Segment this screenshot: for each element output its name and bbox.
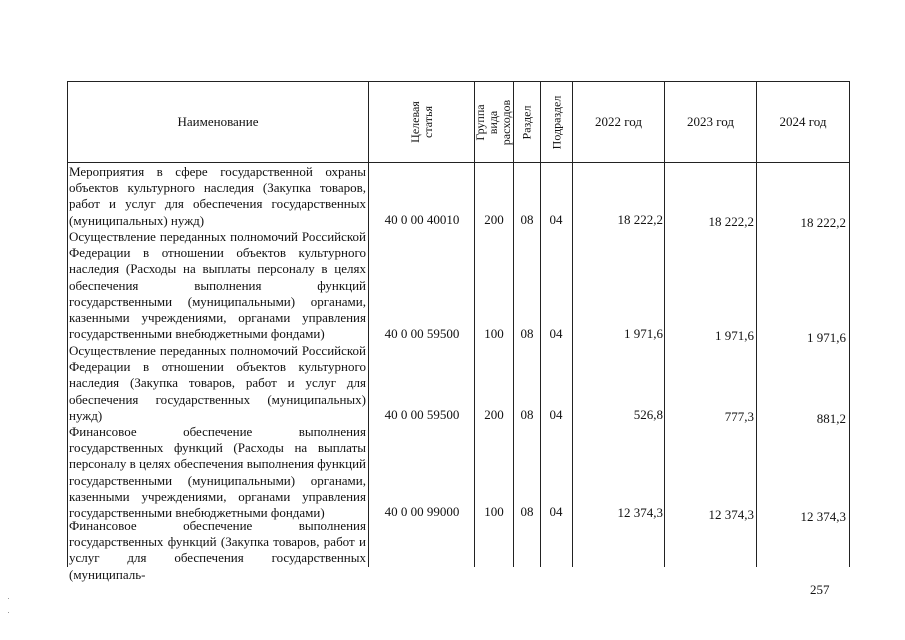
row-expense-group: 100 [484,326,504,341]
row-subsection: 04 [549,326,563,341]
header-target-article [369,82,474,162]
row-value-2023: 18 222,2 [708,214,754,229]
scan-speck [8,598,9,599]
col-border [849,81,850,567]
header-bottom-border [67,162,850,163]
row-name: Осуществление переданных полномочий Российской Федерации в отношении объектов культурного наследия (Закупка товаров, работ и услуг для обеспечения государственных (муниципальных) нужд) [69,343,366,423]
row-name: Осуществление переданных полномочий Российской Федерации в отношении объектов культурного наследия (Расходы на выплаты персоналу в целях обеспечения выполнения функций государственными (муниципальными) органами, казенными учреждениями, органами управления государственными внебюджетными фондами) [69,229,366,342]
header-expense-group-label: Группа вида расходов [473,99,514,145]
row-section: 08 [520,326,534,341]
header-year-2024: 2024 год [779,114,827,129]
row-subsection: 04 [549,407,563,422]
row-value-2024: 1 971,6 [807,330,846,345]
header-target-article-label: Целевая статья [407,101,435,143]
row-value-2022: 1 971,6 [624,326,663,341]
row-value-2022: 12 374,3 [617,505,663,520]
header-subsection-label: Подраздел [549,95,564,149]
row-value-2024: 18 222,2 [800,215,846,230]
row-value-2023: 777,3 [724,409,754,424]
header-subsection [541,82,572,162]
row-name: Финансовое обеспечение выполнения государственных функций (Расходы на выплаты персоналу в целях обеспечения выполнения функций государственными (муниципальными) органами, казенными учреждениями, органами управления государственными внебюджетными фондами) [69,424,366,521]
row-expense-group: 200 [484,407,504,422]
row-name: Мероприятия в сфере государственной охраны объектов культурного наследия (Закупка товаров, работ и услуг для обеспечения государственных (муниципальных) нужд) [69,164,366,228]
row-expense-group: 100 [484,504,504,519]
row-value-2023: 12 374,3 [708,507,754,522]
row-subsection: 04 [549,212,563,227]
row-target-article: 40 0 00 59500 [384,407,460,422]
row-target-article: 40 0 00 59500 [384,326,460,341]
row-name: Финансовое обеспечение выполнения государственных функций (Закупка товаров, работ и услуг для обеспечения государственных (муниципаль- [69,518,366,582]
row-value-2022: 18 222,2 [617,212,663,227]
header-section [514,82,540,162]
header-section-label: Раздел [519,105,534,139]
row-target-article: 40 0 00 99000 [384,504,460,519]
row-value-2024: 881,2 [816,411,846,426]
row-section: 08 [520,407,534,422]
row-value-2024: 12 374,3 [800,509,846,524]
scan-speck [8,612,9,613]
row-expense-group: 200 [484,212,504,227]
header-year-2022: 2022 год [595,114,642,129]
header-expense-group [475,82,513,162]
row-value-2023: 1 971,6 [715,328,754,343]
page-number: 257 [810,582,830,597]
header-name: Наименование [177,114,259,129]
row-subsection: 04 [549,504,563,519]
row-section: 08 [520,504,534,519]
row-value-2022: 526,8 [633,407,663,422]
row-target-article: 40 0 00 40010 [384,212,460,227]
row-section: 08 [520,212,534,227]
header-year-2023: 2023 год [687,114,734,129]
